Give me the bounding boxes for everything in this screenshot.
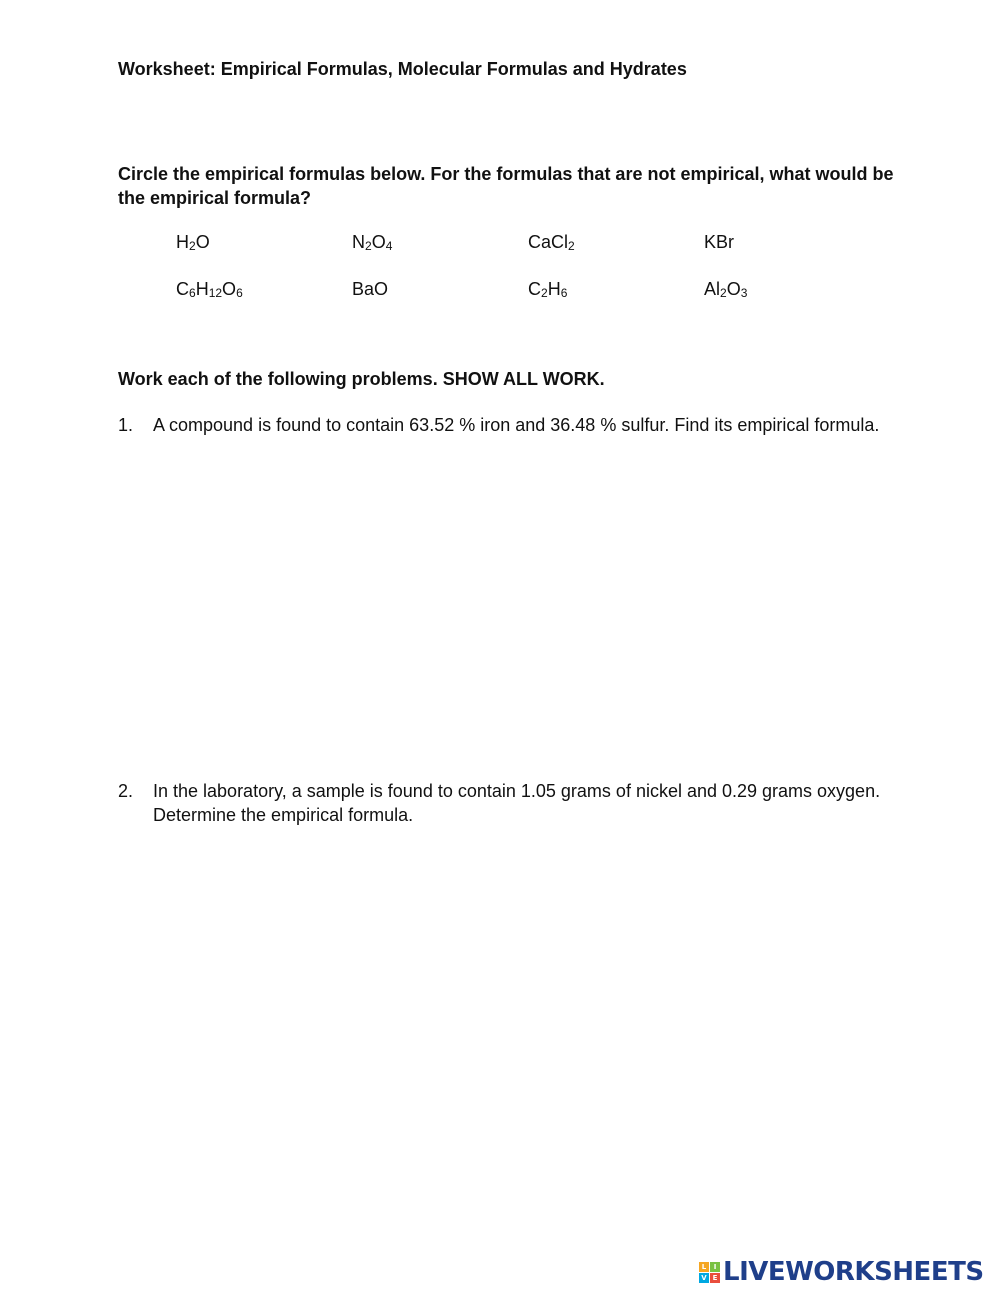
logo-block: I (710, 1262, 720, 1272)
formula-item[interactable]: KBr (704, 232, 735, 252)
problem-number: 2. (118, 781, 134, 801)
problem-text: A compound is found to contain 63.52 % iron and 36.48 % sulfur. Find its empirical formula. (153, 415, 880, 435)
formula-item[interactable]: $C_6H_{12}O_6$ (176, 279, 243, 300)
formula-item[interactable]: $C_2H_6$ (528, 279, 568, 300)
formula-item[interactable]: $H_2O$ (176, 232, 210, 253)
formula-item[interactable]: $N_2O_4$ (352, 232, 393, 253)
circle-instruction: Circle the empirical formulas below. For the formulas that are not empirical, what would be the empirical formula? (118, 164, 894, 208)
work-instruction: Work each of the following problems. SHOW ALL WORK. (118, 369, 605, 389)
problem-number: 1. (118, 415, 134, 435)
logo-blocks (699, 1262, 720, 1283)
formula-item[interactable]: BaO (352, 279, 389, 299)
logo-block: E (710, 1273, 720, 1283)
problem-1 (118, 413, 898, 437)
formula-item[interactable]: CaCl$_2$ (528, 232, 575, 253)
formula-item[interactable]: $Al_2O_3$ (704, 279, 748, 300)
logo-block: L (699, 1262, 709, 1272)
problem-text: In the laboratory, a sample is found to contain 1.05 grams of nickel and 0.29 grams oxygen. Determine the empirical formula. (153, 781, 881, 825)
liveworksheets-logo (699, 1257, 984, 1287)
worksheet-title: Worksheet: Empirical Formulas, Molecular Formulas and Hydrates (118, 59, 687, 79)
logo-block: V (699, 1273, 709, 1283)
logo-text: LIVEWORKSHEETS (723, 1257, 984, 1287)
problem-2 (118, 779, 898, 827)
